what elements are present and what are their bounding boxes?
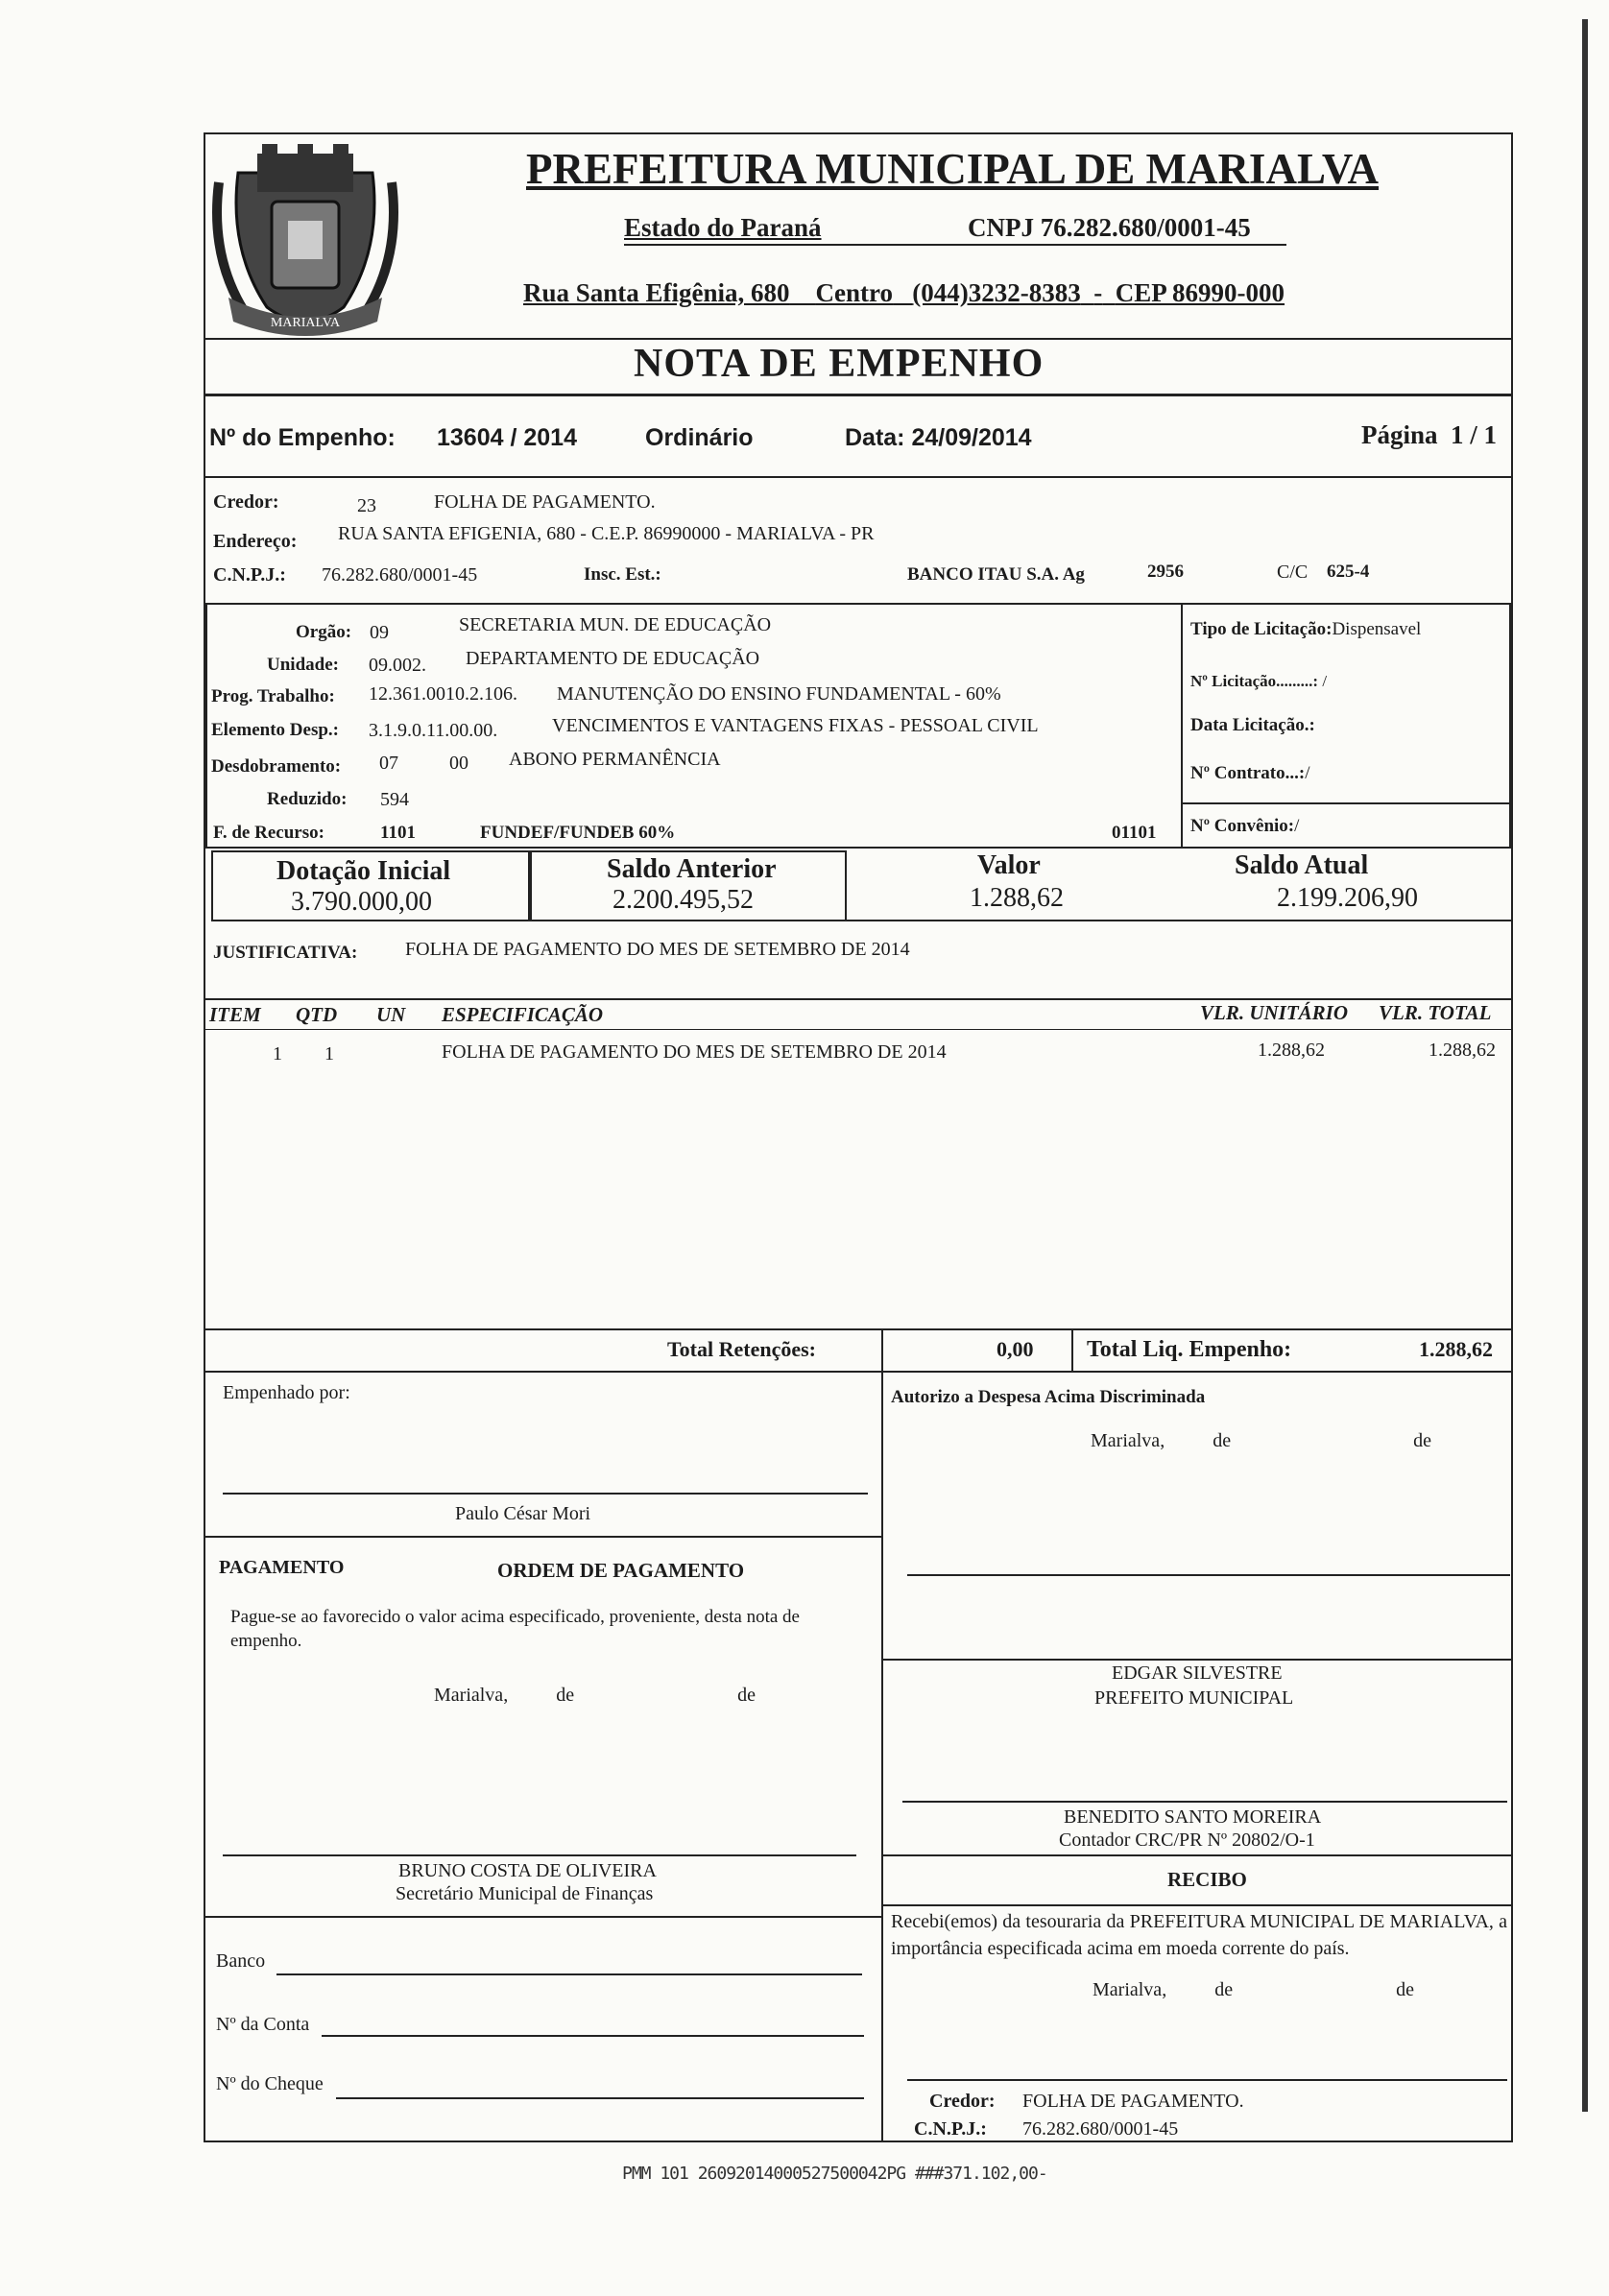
- banco-name: BANCO ITAU S.A. Ag: [907, 564, 1085, 585]
- licitacao-num: Nº Licitação.........: /: [1190, 672, 1328, 690]
- empenhado-name: Paulo César Mori: [455, 1503, 591, 1524]
- recibo-date: Marialva, de de: [1093, 1979, 1414, 2000]
- secretario-signature-line: [223, 1854, 856, 1856]
- autorizo: Autorizo a Despesa Acima Discriminada: [891, 1387, 1206, 1407]
- orgao: SECRETARIA MUN. DE EDUCAÇÃO: [459, 614, 772, 635]
- recibo-text: Recebi(emos) da tesouraria da PREFEITURA MUNICIPAL DE MARIALVA, a importância especificada acima em moeda corrente do país.: [891, 1911, 1507, 1959]
- liq: 1.288,62: [1419, 1337, 1493, 1361]
- empenhado-label: Empenhado por:: [223, 1382, 350, 1403]
- items-header-item: ITEM: [209, 1003, 261, 1026]
- conta-label: Nº da Conta: [216, 2014, 310, 2035]
- empenhado-signature-line: [223, 1493, 868, 1495]
- recibo-cnpj: 76.282.680/0001-45: [1022, 2118, 1179, 2140]
- recibo: RECIBO: [1167, 1868, 1247, 1891]
- secretario-name: BRUNO COSTA DE OLIVEIRA: [398, 1860, 657, 1881]
- licitacao-data: Data Licitação.:: [1190, 715, 1315, 735]
- empenho-date: Data: 24/09/2014: [845, 424, 1032, 451]
- justificativa-text: FOLHA DE PAGAMENTO DO MES DE SETEMBRO DE 2014: [405, 939, 910, 960]
- recurso-code: 1101: [380, 823, 416, 843]
- totals-bottom-line: [204, 1371, 1513, 1373]
- autorizo-date: Marialva, de de: [1091, 1430, 1431, 1451]
- recibo-divider: [881, 1904, 1513, 1906]
- prog-code: 12.361.0010.2.106.: [369, 683, 517, 705]
- desdobramento: ABONO PERMANÊNCIA: [509, 749, 721, 770]
- credor-cnpj-label: C.N.P.J.:: [213, 564, 286, 586]
- pagamento-top-line: [204, 1536, 881, 1538]
- dotacao-inicial: 3.790.000,00: [291, 887, 432, 917]
- items-header-divider: [204, 1029, 1513, 1030]
- liq-label: Total Liq. Empenho:: [1087, 1337, 1292, 1362]
- credor-name: FOLHA DE PAGAMENTO.: [434, 491, 656, 513]
- title-divider: [204, 394, 1513, 396]
- contador-title: Contador CRC/PR Nº 20802/O-1: [1059, 1830, 1315, 1851]
- totals-top-line: [204, 1328, 1513, 1330]
- scan-edge: [1582, 19, 1588, 2112]
- items-header-espec: ESPECIFICAÇÃO: [442, 1003, 604, 1026]
- endereco: RUA SANTA EFIGENIA, 680 - C.E.P. 86990000 - MARIALVA - PR: [338, 523, 875, 544]
- header-underline-1: [624, 244, 1286, 246]
- cheque-line: [336, 2097, 864, 2099]
- prefeito-top-line: [881, 1659, 1513, 1661]
- header-address: Rua Santa Efigênia, 680 Centro (044)3232-8383 - CEP 86990-000: [523, 278, 1285, 307]
- dotacao-inicial-label: Dotação Inicial: [276, 856, 451, 886]
- empenho-number: 13604 / 2014: [437, 424, 577, 451]
- unidade-label: Unidade:: [267, 655, 339, 675]
- item-1-vlr-unit: 1.288,62: [1258, 1040, 1325, 1061]
- banco-line: [276, 1973, 862, 1975]
- totals-divider-1: [881, 1328, 883, 1371]
- orgao-label: Orgão:: [296, 622, 352, 642]
- empenho-number-label: Nº do Empenho:: [209, 424, 396, 451]
- banco-top-line: [204, 1916, 881, 1918]
- signatures-center-divider: [881, 1371, 883, 2142]
- justificativa-divider: [204, 998, 1513, 1000]
- recibo-cnpj-label: C.N.P.J.:: [914, 2118, 987, 2140]
- saldo-anterior-label: Saldo Anterior: [607, 854, 777, 884]
- svg-text:MARIALVA: MARIALVA: [270, 316, 341, 330]
- prog-label: Prog. Trabalho:: [211, 686, 335, 706]
- contador-name: BENEDITO SANTO MOREIRA: [1064, 1806, 1322, 1828]
- elemento: VENCIMENTOS E VANTAGENS FIXAS - PESSOAL CIVIL: [552, 715, 1039, 736]
- recurso: FUNDEF/FUNDEB 60%: [480, 823, 676, 843]
- desdobramento-label: Desdobramento:: [211, 756, 342, 777]
- prog: MANUTENÇÃO DO ENSINO FUNDAMENTAL - 60%: [557, 683, 1001, 705]
- credor-code: 23: [357, 495, 376, 516]
- dotacao-vertical-divider: [1181, 603, 1183, 849]
- saldo-anterior: 2.200.495,52: [612, 885, 754, 915]
- cnpj-header: CNPJ 76.282.680/0001-45: [968, 213, 1251, 242]
- credor-cnpj: 76.282.680/0001-45: [322, 564, 478, 586]
- recibo-credor-label: Credor:: [929, 2091, 996, 2112]
- document-title: NOTA DE EMPENHO: [634, 342, 1045, 386]
- conta-line: [322, 2035, 864, 2037]
- recurso-label: F. de Recurso:: [213, 823, 324, 843]
- pagamento-date: Marialva, de de: [434, 1685, 756, 1706]
- justificativa-label: JUSTIFICATIVA:: [213, 943, 358, 963]
- reduzido: 594: [380, 789, 409, 810]
- agencia: 2956: [1147, 562, 1184, 582]
- recurso-extra: 01101: [1112, 823, 1157, 843]
- endereco-label: Endereço:: [213, 531, 298, 552]
- footer-code: PMM 101 26092014000527500042PG ###371.102,00-: [622, 2164, 1047, 2184]
- item-1-qtd: 1: [324, 1043, 334, 1064]
- licitacao-divider: [1181, 802, 1511, 804]
- insc-est-label: Insc. Est.:: [584, 564, 661, 585]
- pagamento-label: PAGAMENTO: [219, 1557, 345, 1578]
- contador-signature-line: [902, 1801, 1507, 1803]
- recibo-signature-line: [907, 2079, 1507, 2081]
- items-header-vlr-total: VLR. TOTAL: [1379, 1001, 1492, 1024]
- desdobramento-a: 07: [379, 753, 398, 774]
- page-number: Página 1 / 1: [1361, 420, 1498, 449]
- recibo-credor: FOLHA DE PAGAMENTO.: [1022, 2091, 1244, 2112]
- pague-text: Pague-se ao favorecido o valor acima especificado, proveniente, desta nota de empenho.: [230, 1607, 800, 1651]
- item-1-espec: FOLHA DE PAGAMENTO DO MES DE SETEMBRO DE 2014: [442, 1041, 947, 1063]
- cheque-label: Nº do Cheque: [216, 2073, 324, 2094]
- valor-underline: [847, 920, 1181, 921]
- items-header-un: UN: [376, 1003, 406, 1026]
- unidade-code: 09.002.: [369, 655, 426, 676]
- item-1-num: 1: [273, 1043, 282, 1064]
- item-1-vlr-total: 1.288,62: [1429, 1040, 1496, 1061]
- valor: 1.288,62: [970, 883, 1064, 913]
- credor-label: Credor:: [213, 491, 279, 513]
- elemento-label: Elemento Desp.:: [211, 720, 339, 740]
- empenho-divider: [204, 476, 1513, 478]
- licitacao-tipo: Tipo de Licitação:Dispensavel: [1190, 619, 1422, 639]
- empenho-type: Ordinário: [645, 424, 754, 451]
- cc-label: C/C: [1277, 562, 1309, 583]
- banco-label: Banco: [216, 1950, 266, 1972]
- items-header-vlr-unit: VLR. UNITÁRIO: [1200, 1001, 1349, 1024]
- cc: 625-4: [1327, 562, 1370, 582]
- saldo-atual-label: Saldo Atual: [1235, 850, 1369, 880]
- items-header-qtd: QTD: [296, 1003, 338, 1026]
- reduzido-label: Reduzido:: [267, 789, 348, 809]
- retencoes: 0,00: [997, 1337, 1034, 1361]
- totals-divider-2: [1071, 1328, 1073, 1371]
- desdobramento-b: 00: [449, 753, 468, 774]
- saldo-atual: 2.199.206,90: [1277, 883, 1418, 913]
- unidade: DEPARTAMENTO DE EDUCAÇÃO: [466, 648, 760, 669]
- recibo-top-line: [881, 1854, 1513, 1856]
- licitacao-contrato: Nº Contrato...:/: [1190, 763, 1310, 783]
- header-divider: [204, 338, 1513, 340]
- saldo-atual-underline: [1181, 920, 1513, 921]
- elemento-code: 3.1.9.0.11.00.00.: [369, 720, 498, 741]
- estado: Estado do Paraná: [624, 213, 822, 242]
- valor-label: Valor: [977, 850, 1041, 880]
- licitacao-convenio: Nº Convênio:/: [1190, 816, 1300, 836]
- prefeito-title: PREFEITO MUNICIPAL: [1094, 1687, 1294, 1709]
- secretario-title: Secretário Municipal de Finanças: [396, 1883, 654, 1904]
- ordem-pagamento: ORDEM DE PAGAMENTO: [497, 1559, 745, 1582]
- municipal-seal-icon: [209, 144, 401, 341]
- autorizo-signature-line: [907, 1574, 1510, 1576]
- prefeitura-title: PREFEITURA MUNICIPAL DE MARIALVA: [526, 145, 1380, 193]
- retencoes-label: Total Retenções:: [667, 1337, 816, 1361]
- prefeito-name: EDGAR SILVESTRE: [1112, 1662, 1283, 1684]
- orgao-code: 09: [370, 622, 389, 643]
